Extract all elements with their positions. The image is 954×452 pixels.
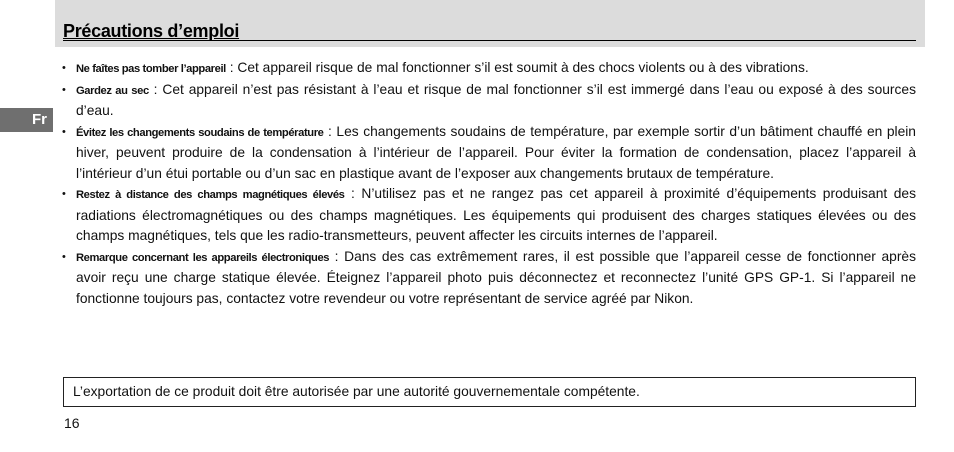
export-notice-text: L’exportation de ce produit doit être autorisée par une autorité gouvernementale compétente.: [73, 384, 640, 399]
precaution-heading: Gardez au sec: [76, 84, 149, 97]
language-tab-label: Fr: [32, 111, 47, 128]
section-title: Précautions d’emploi: [63, 21, 240, 41]
precaution-heading: Ne faîtes pas tomber l’appareil: [76, 63, 226, 75]
precautions-list: [62, 58, 916, 309]
precaution-text: : N’utilisez pas et ne rangez pas cet appareil à proximité d’équipements produisant des radiations électromagnétiques ou des champs magnétiques. Les équipements qui produisent des charges statiques élevées ou des champs magnétiques, tels que les radio-transmetteurs, peuvent affecter les circuits internes de l’appareil.: [76, 186, 916, 243]
language-tab: [0, 108, 53, 132]
precaution-text: : Les changements soudains de température, par exemple sortir d’un bâtiment chauffé en plein hiver, peuvent produire de la condensation à l’intérieur de l’appareil. Pour éviter la formation de condensation, placez l’appareil à l’intérieur d’un étui portable ou d’un sac en plastique avant de l’exposer aux changements brutaux de température.: [76, 123, 916, 181]
page-number: 16: [64, 415, 80, 431]
precaution-heading: Remarque concernant les appareils électroniques: [76, 251, 330, 264]
export-notice-box: [63, 377, 916, 407]
precaution-item: [62, 184, 916, 247]
precaution-heading: Évitez les changements soudains de température: [76, 126, 324, 139]
precaution-heading: Restez à distance des champs magnétiques élevés: [76, 189, 345, 201]
precaution-text: : Cet appareil risque de mal fonctionner s’il est soumit à des chocs violents ou à des vibrations.: [225, 60, 809, 75]
precaution-item: [62, 58, 916, 80]
precaution-text: : Cet appareil n’est pas résistant à l’eau et risque de mal fonctionner s’il est immergé dans l’eau ou exposé à des sources d’eau.: [76, 81, 916, 118]
precaution-item: [62, 80, 916, 122]
precaution-text: : Dans des cas extrêmement rares, il est possible que l’appareil cesse de fonctionner après avoir reçu une charge statique élevée. Éteignez l’appareil photo puis déconnectez et reconnectez l’unité GPS GP-1. Si l’appareil ne fonctionne toujours pas, contactez votre revendeur ou votre représentant de service agréé par Nikon.: [76, 248, 916, 306]
title-underline-rule: [63, 40, 916, 41]
precaution-item: [62, 122, 916, 185]
precaution-item: [62, 247, 916, 310]
